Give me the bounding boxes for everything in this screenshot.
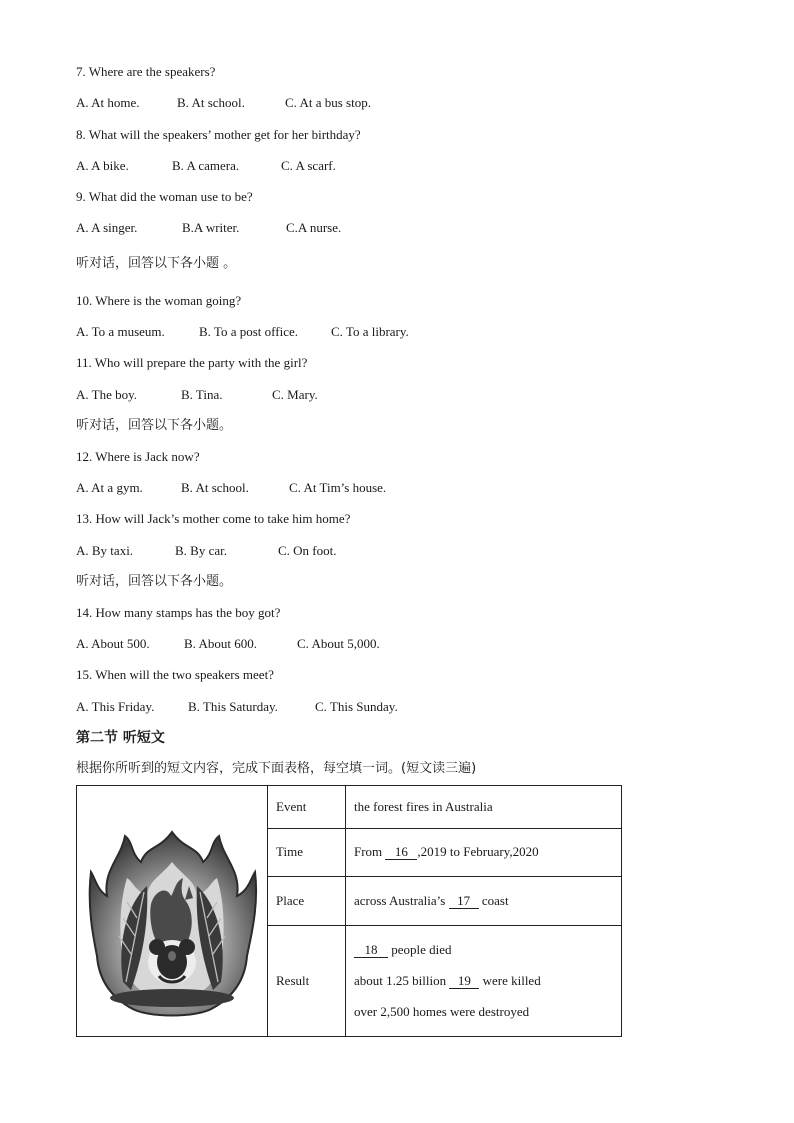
time-value <box>346 828 622 877</box>
question-13: 13. How will Jack’s mother come to take him home? <box>76 511 351 526</box>
option-c: C. To a library. <box>331 324 409 339</box>
option-c: C. A scarf. <box>281 158 336 173</box>
question-9: 9. What did the woman use to be? <box>76 189 253 204</box>
option-b: B. Tina. <box>181 387 223 402</box>
fire-koala-kangaroo-illustration <box>85 786 259 1032</box>
blank-16[interactable]: 16 <box>385 845 417 860</box>
question-14: 14. How many stamps has the boy got? <box>76 605 281 620</box>
option-b: B. To a post office. <box>199 324 298 339</box>
option-b: B. By car. <box>175 543 227 558</box>
question-7: 7. Where are the speakers? <box>76 64 216 79</box>
option-a: A. By taxi. <box>76 543 134 558</box>
time-pre: From <box>354 844 383 860</box>
result-line-2-pre: about 1.25 billion <box>354 973 447 989</box>
option-b: B.A writer. <box>182 220 240 235</box>
options-11 <box>76 387 318 403</box>
result-line-3: over 2,500 homes were destroyed <box>354 1004 530 1020</box>
place-pre: across Australia’s <box>354 892 446 908</box>
option-b: B. This Saturday. <box>188 699 278 714</box>
option-c: C. Mary. <box>272 387 318 402</box>
row-label-time: Time <box>268 828 346 877</box>
result-line-2-post: were killed <box>482 973 541 989</box>
option-a: A. A bike. <box>76 158 129 173</box>
row-label-event: Event <box>268 786 346 829</box>
place-value <box>346 877 622 926</box>
instruction-text: 听对话，回答以下各小题。 <box>76 418 233 433</box>
section-heading: 第二节 听短文 <box>76 730 165 746</box>
option-c: C.A nurse. <box>286 220 342 235</box>
result-line-1 <box>354 934 613 965</box>
option-c: C. On foot. <box>278 543 337 558</box>
blank-18[interactable]: 18 <box>354 943 388 958</box>
question-11: 11. Who will prepare the party with the girl? <box>76 355 308 370</box>
blank-17[interactable]: 17 <box>449 894 479 909</box>
row-label-place: Place <box>268 877 346 926</box>
option-a: A. About 500. <box>76 636 150 651</box>
options-9 <box>76 220 341 236</box>
options-10 <box>76 324 409 340</box>
option-b: B. At school. <box>181 480 249 495</box>
place-post: coast <box>481 892 509 908</box>
options-7 <box>76 95 371 111</box>
option-a: A. At home. <box>76 95 140 110</box>
question-8: 8. What will the speakers’ mother get for her birthday? <box>76 127 361 142</box>
options-15 <box>76 699 398 715</box>
option-a: A. This Friday. <box>76 699 155 714</box>
table-row <box>77 786 622 829</box>
question-10: 10. Where is the woman going? <box>76 293 242 308</box>
event-value: the forest fires in Australia <box>346 786 622 829</box>
section-instruction: 根据你所听到的短文内容，完成下面表格，每空填一词。(短文读三遍) <box>76 761 477 776</box>
options-14 <box>76 636 380 652</box>
row-label-result: Result <box>268 925 346 1036</box>
option-c: C. This Sunday. <box>315 699 398 714</box>
result-line-1-text: people died <box>391 942 452 958</box>
answer-table <box>76 785 622 1037</box>
illustration-cell <box>77 786 268 1037</box>
option-a: A. A singer. <box>76 220 138 235</box>
option-c: C. About 5,000. <box>297 636 380 651</box>
options-8 <box>76 158 336 174</box>
result-value <box>346 925 622 1036</box>
option-a: A. At a gym. <box>76 480 143 495</box>
question-15: 15. When will the two speakers meet? <box>76 667 274 682</box>
option-c: C. At Tim’s house. <box>289 480 387 495</box>
option-b: B. A camera. <box>172 158 240 173</box>
options-13 <box>76 543 337 559</box>
option-c: C. At a bus stop. <box>285 95 371 110</box>
option-a: A. To a museum. <box>76 324 165 339</box>
time-post: ,2019 to February,2020 <box>417 844 539 860</box>
instruction-text: 听对话，回答以下各小题。 <box>76 574 233 589</box>
question-12: 12. Where is Jack now? <box>76 449 200 464</box>
blank-19[interactable]: 19 <box>449 974 479 989</box>
instruction-text: 听对话，回答以下各小题 。 <box>76 256 237 271</box>
options-12 <box>76 480 386 496</box>
result-line-2 <box>354 965 613 996</box>
option-b: B. At school. <box>177 95 245 110</box>
option-a: A. The boy. <box>76 387 138 402</box>
option-b: B. About 600. <box>184 636 257 651</box>
